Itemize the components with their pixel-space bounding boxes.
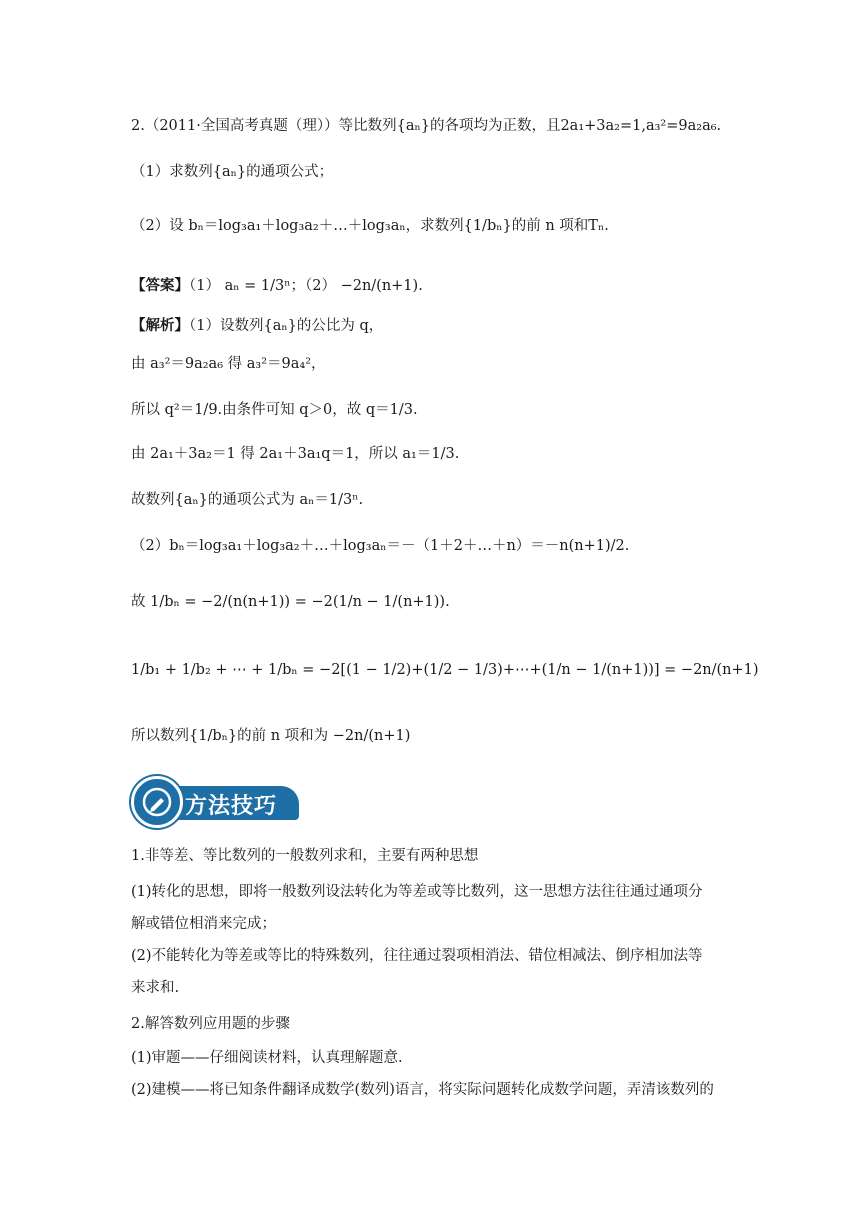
tip-line-2: (1)转化的思想，即将一般数列设法转化为等差或等比数列，这一思想方法往往通过通项分 <box>131 884 703 900</box>
tip-line-8: (2)建模——将已知条件翻译成数学(数列)语言，将实际问题转化成数学问题，弄清该数列的 <box>131 1082 714 1098</box>
answer-text: （1） aₙ = 1/3ⁿ；（2） −2n/(n+1). <box>189 278 423 294</box>
problem-header: 2.（2011·全国高考真题（理））等比数列{aₙ}的各项均为正数，且2a₁+3a₂=1,a₃²=9a₂a₆. <box>131 118 722 134</box>
solution-line-9: 所以数列{1/bₙ}的前 n 项和为 −2n/(n+1) <box>131 728 411 744</box>
solution-line-6: （2）bₙ＝log₃a₁＋log₃a₂＋…＋log₃aₙ＝－（1＋2＋…＋n）＝－n(n+1)/2. <box>131 538 630 554</box>
solution-line-3: 所以 q²＝1/9.由条件可知 q＞0，故 q＝1/3. <box>131 402 418 418</box>
method-tips-banner <box>131 776 301 822</box>
tip-line-6: 2.解答数列应用题的步骤 <box>131 1016 290 1032</box>
tip-line-5: 来求和. <box>131 980 180 996</box>
tip-line-1: 1.非等差、等比数列的一般数列求和，主要有两种思想 <box>131 848 479 864</box>
banner-title: 方法技巧 <box>185 794 278 819</box>
pencil-icon <box>131 776 183 828</box>
solution-line-4: 由 2a₁＋3a₂＝1 得 2a₁＋3a₁q＝1，所以 a₁＝1/3. <box>131 446 460 462</box>
problem-part2: （2）设 bₙ＝log₃a₁＋log₃a₂＋…＋log₃aₙ，求数列{1/bₙ}的前 n 项和Tₙ. <box>131 218 609 234</box>
tip-line-7: (1)审题——仔细阅读材料，认真理解题意. <box>131 1050 403 1066</box>
answer-label: 【答案】 <box>131 277 189 294</box>
solution-label: 【解析】 <box>131 317 189 334</box>
solution-line-7: 故 1/bₙ = −2/(n(n+1)) = −2(1/n − 1/(n+1)). <box>131 594 450 610</box>
solution-line-1 <box>131 316 383 336</box>
solution-text-1: （1）设数列{aₙ}的公比为 q， <box>189 318 384 334</box>
solution-line-2: 由 a₃²＝9a₂a₆ 得 a₃²＝9a₄²， <box>131 356 326 372</box>
answer-line <box>131 276 423 296</box>
problem-part1: （1）求数列{aₙ}的通项公式； <box>131 164 334 180</box>
solution-line-5: 故数列{aₙ}的通项公式为 aₙ＝1/3ⁿ. <box>131 492 364 508</box>
tip-line-3: 解或错位相消来完成； <box>131 916 276 932</box>
tip-line-4: (2)不能转化为等差或等比的特殊数列，往往通过裂项相消法、错位相减法、倒序相加法等 <box>131 948 703 964</box>
solution-line-8: 1/b₁ + 1/b₂ + ⋯ + 1/bₙ = −2[(1 − 1/2)+(1/2 − 1/3)+⋯+(1/n − 1/(n+1))] = −2n/(n+1) <box>131 662 759 678</box>
